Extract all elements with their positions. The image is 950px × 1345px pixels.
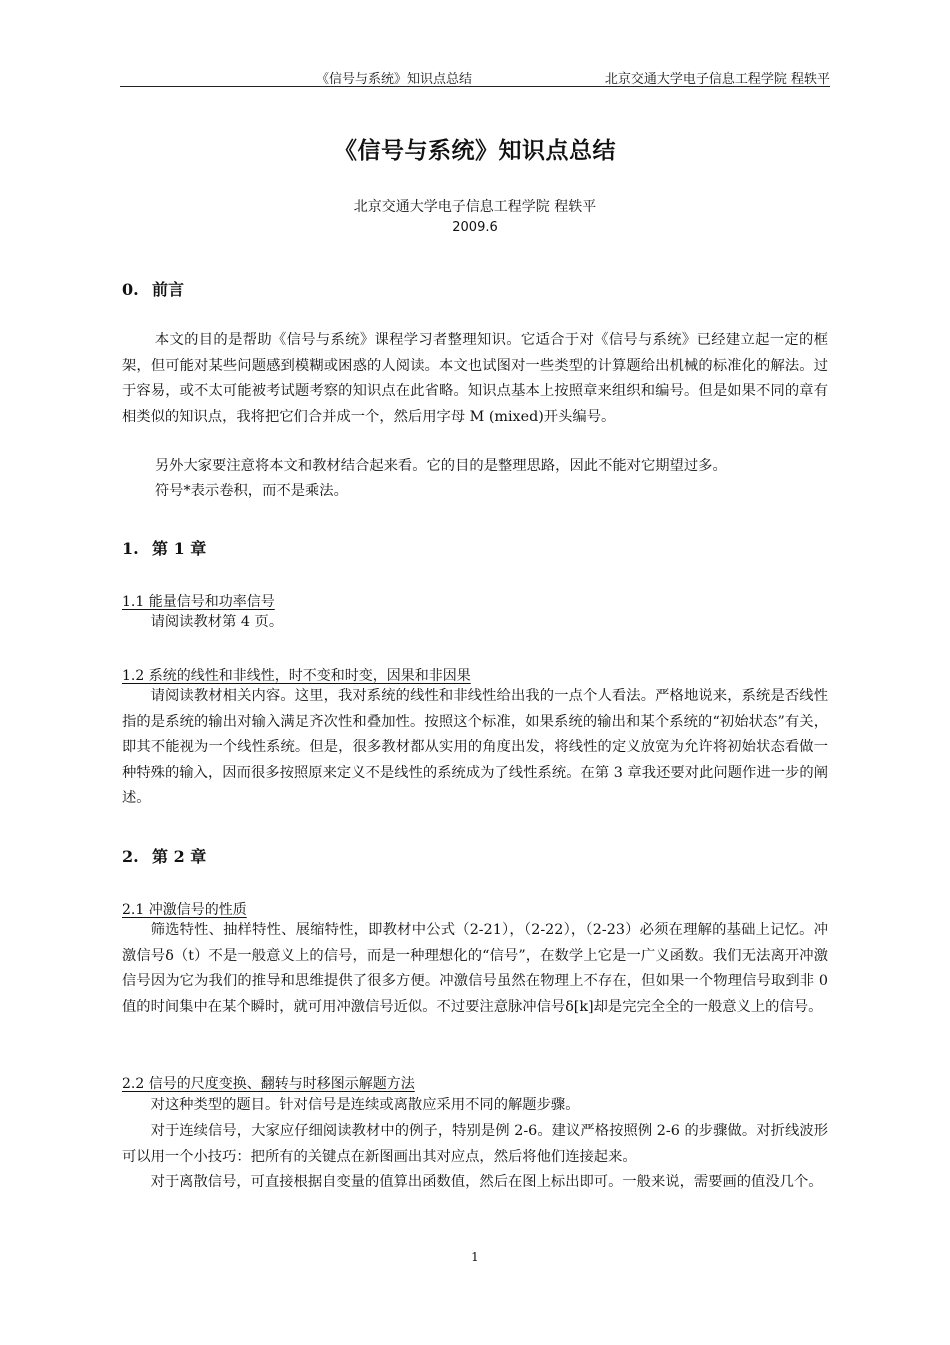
section-number: 1. — [122, 539, 139, 558]
section-heading-1 — [122, 536, 206, 559]
subsection-heading-2-1: 2.1 冲激信号的性质 — [122, 902, 247, 918]
paragraph: 对这种类型的题目。针对信号是连续或离散应采用不同的解题步骤。 — [150, 1097, 580, 1113]
paragraph: 符号*表示卷积，而不是乘法。 — [154, 483, 348, 499]
paragraph: 请阅读教材相关内容。这里，我对系统的线性和非线性给出我的一点个人看法。严格地说来，系统是否线性指的是系统的输出对输入满足齐次性和叠加性。按照这个标准，如果系统的输出和某个系统的“初始状态”有关，即其不能视为一个线性系统。但是，很多教材都从实用的角度出发，将线性的定义放宽为允许将初始状态看做一种特殊的输入，因而很多按照原来定义不是线性的系统成为了线性系统。在第 3 章我还要对此问题作进一步的阐述。 — [122, 688, 828, 806]
paragraph: 对于连续信号，大家应仔细阅读教材中的例子，特别是例 2-6。建议严格按照例 2-6 的步骤做。对折线波形可以用一个小技巧：把所有的关键点在新图画出其对应点，然后将他们连接起来。 — [122, 1123, 828, 1165]
paragraph: 筛选特性、抽样特性、展缩特性，即教材中公式（2-21），（2-22），（2-23）必须在理解的基础上记忆。冲激信号δ（t）不是一般意义上的信号，而是一种理想化的“信号”，在数学上它是一广义函数。我们无法离开冲激信号因为它为我们的推导和思维提供了很多方便。冲激信号虽然在物理上不存在，但如果一个物理信号取到非 0 值的时间集中在某个瞬时，就可用冲激信号近似。不过要注意脉冲信号δ[k]却是完完全全的一般意义上的信号。 — [122, 922, 828, 1015]
paragraph: 请阅读教材第 4 页。 — [150, 614, 284, 630]
section-title: 第 2 章 — [152, 847, 207, 866]
page-header — [120, 66, 830, 87]
subsection-heading-2-2: 2.2 信号的尺度变换、翻转与时移图示解题方法 — [122, 1076, 415, 1092]
subsection-heading-1-2: 1.2 系统的线性和非线性，时不变和时变，因果和非因果 — [122, 668, 471, 684]
paragraph: 另外大家要注意将本文和教材结合起来看。它的目的是整理思路，因此不能对它期望过多。 — [154, 458, 727, 474]
header-left-text: 《信号与系统》知识点总结 — [316, 72, 473, 87]
document-title: 《信号与系统》知识点总结 — [334, 138, 616, 164]
page-number: 1 — [471, 1250, 479, 1264]
date-line: 2009.6 — [452, 220, 498, 235]
section-number: 0. — [122, 280, 139, 299]
header-right-text: 北京交通大学电子信息工程学院 程轶平 — [604, 72, 830, 87]
section-heading-0 — [122, 277, 184, 300]
paragraph: 对于离散信号，可直接根据自变量的值算出函数值，然后在图上标出即可。一般来说，需要画的值没几个。 — [150, 1174, 823, 1190]
paragraph: 本文的目的是帮助《信号与系统》课程学习者整理知识。它适合于对《信号与系统》已经建立起一定的框架，但可能对某些问题感到模糊或困惑的人阅读。本文也试图对一些类型的计算题给出机械的标准化的解法。过于容易，或不太可能被考试题考察的知识点在此省略。知识点基本上按照章来组织和编号。但是如果不同的章有相类似的知识点，我将把它们合并成一个，然后用字母 M (mixed)开头编号。 — [122, 332, 828, 425]
section-number: 2. — [122, 847, 139, 866]
subsection-heading-1-1: 1.1 能量信号和功率信号 — [122, 594, 275, 610]
section-heading-2 — [122, 844, 206, 867]
section-title: 第 1 章 — [152, 539, 207, 558]
section-title: 前言 — [152, 280, 185, 299]
author-line: 北京交通大学电子信息工程学院 程轶平 — [353, 199, 597, 215]
